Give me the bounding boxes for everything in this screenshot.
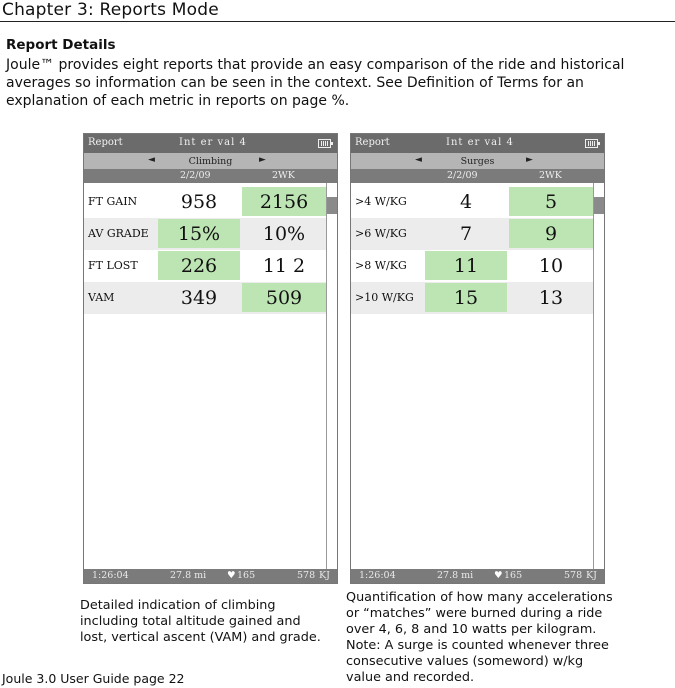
ride-value: 958 (180, 191, 218, 213)
ride-time: 1:26:04 (359, 570, 396, 581)
report-label: Report (88, 137, 123, 148)
metric-row (84, 218, 327, 250)
heart-rate: 165 (504, 570, 523, 581)
metric-label: AV GRADE (88, 227, 149, 240)
interval-label: Int er val 4 (446, 137, 514, 148)
ride-value: 4 (459, 191, 473, 213)
heart-rate: 165 (237, 570, 256, 581)
screen-header (84, 134, 337, 153)
metric-row (351, 282, 594, 314)
next-report-arrow-icon[interactable]: ► (526, 155, 533, 165)
ride-value: 349 (180, 287, 218, 309)
metric-row (351, 186, 594, 218)
surges-report-screen (350, 133, 605, 584)
history-period: 2WK (272, 170, 295, 181)
metric-rows (351, 186, 594, 314)
history-value: 11 2 (262, 255, 306, 277)
ride-value: 11 (425, 251, 507, 280)
ride-time: 1:26:04 (92, 570, 129, 581)
metric-row (84, 250, 327, 282)
energy-unit: KJ (319, 570, 330, 581)
heart-icon: ♥ (494, 570, 503, 581)
scrollbar-thumb[interactable] (594, 197, 604, 214)
battery-icon (318, 139, 331, 148)
energy-value: 578 (297, 570, 316, 581)
history-period: 2WK (539, 170, 562, 181)
metric-row (84, 282, 327, 314)
history-value: 10 (538, 255, 564, 277)
ride-distance: 27.8 mi (437, 570, 474, 581)
surges-caption: Quantification of how many accelerations or “matches” were burned during a ride over 4, 6, 8 and 10 watts per kilogram. Note: A surge is counted whenever three consecutive values (someword) w/kg value and recorded. (346, 590, 613, 685)
climbing-caption: Detailed indication of climbing including total altitude gained and lost, vertical ascent (VAM) and grade. (80, 598, 321, 645)
page-footer: Joule 3.0 User Guide page 22 (2, 671, 185, 686)
intro-paragraph: Joule™ provides eight reports that provide an easy comparison of the ride and historical averages so information can be seen in the context. See Definition of Terms for an explanation of each metric in reports on page %. (6, 57, 625, 109)
section-title: Report Details (6, 37, 116, 53)
report-name: Climbing (188, 156, 233, 167)
column-headers (351, 169, 604, 183)
climbing-report-screen (83, 133, 338, 584)
report-nav (84, 153, 337, 169)
metric-row (351, 218, 594, 250)
report-name: Surges (460, 156, 495, 167)
metric-row (351, 250, 594, 282)
header-rule (0, 21, 675, 22)
metric-label: >4 W/KG (355, 195, 407, 208)
history-value: 10% (262, 223, 306, 245)
battery-icon (585, 139, 598, 148)
screen-header (351, 134, 604, 153)
column-headers (84, 169, 337, 183)
history-value: 9 (509, 219, 593, 248)
metric-label: VAM (88, 291, 115, 304)
interval-label: Int er val 4 (179, 137, 247, 148)
ride-value: 15 (425, 283, 507, 312)
ride-value: 226 (158, 251, 240, 280)
scrollbar[interactable] (326, 183, 337, 569)
prev-report-arrow-icon[interactable]: ◄ (415, 155, 422, 165)
prev-report-arrow-icon[interactable]: ◄ (148, 155, 155, 165)
metric-label: FT LOST (88, 259, 138, 272)
status-footer (84, 569, 337, 583)
chapter-title: Chapter 3: Reports Mode (2, 0, 219, 20)
metric-label: >8 W/KG (355, 259, 407, 272)
history-value: 13 (538, 287, 564, 309)
metric-label: FT GAIN (88, 195, 138, 208)
history-value: 5 (509, 187, 593, 216)
metric-rows (84, 186, 327, 314)
ride-value: 7 (459, 223, 473, 245)
energy-value: 578 (564, 570, 583, 581)
ride-distance: 27.8 mi (170, 570, 207, 581)
next-report-arrow-icon[interactable]: ► (259, 155, 266, 165)
ride-date: 2/2/09 (447, 170, 478, 181)
metric-label: >6 W/KG (355, 227, 407, 240)
ride-date: 2/2/09 (180, 170, 211, 181)
metric-row (84, 186, 327, 218)
ride-value: 15% (158, 219, 240, 248)
heart-icon: ♥ (227, 570, 236, 581)
metric-label: >10 W/KG (355, 291, 414, 304)
history-value: 2156 (242, 187, 326, 216)
report-label: Report (355, 137, 390, 148)
energy-unit: KJ (586, 570, 597, 581)
status-footer (351, 569, 604, 583)
report-nav (351, 153, 604, 169)
scrollbar[interactable] (593, 183, 604, 569)
history-value: 509 (242, 283, 326, 312)
scrollbar-thumb[interactable] (327, 197, 337, 214)
